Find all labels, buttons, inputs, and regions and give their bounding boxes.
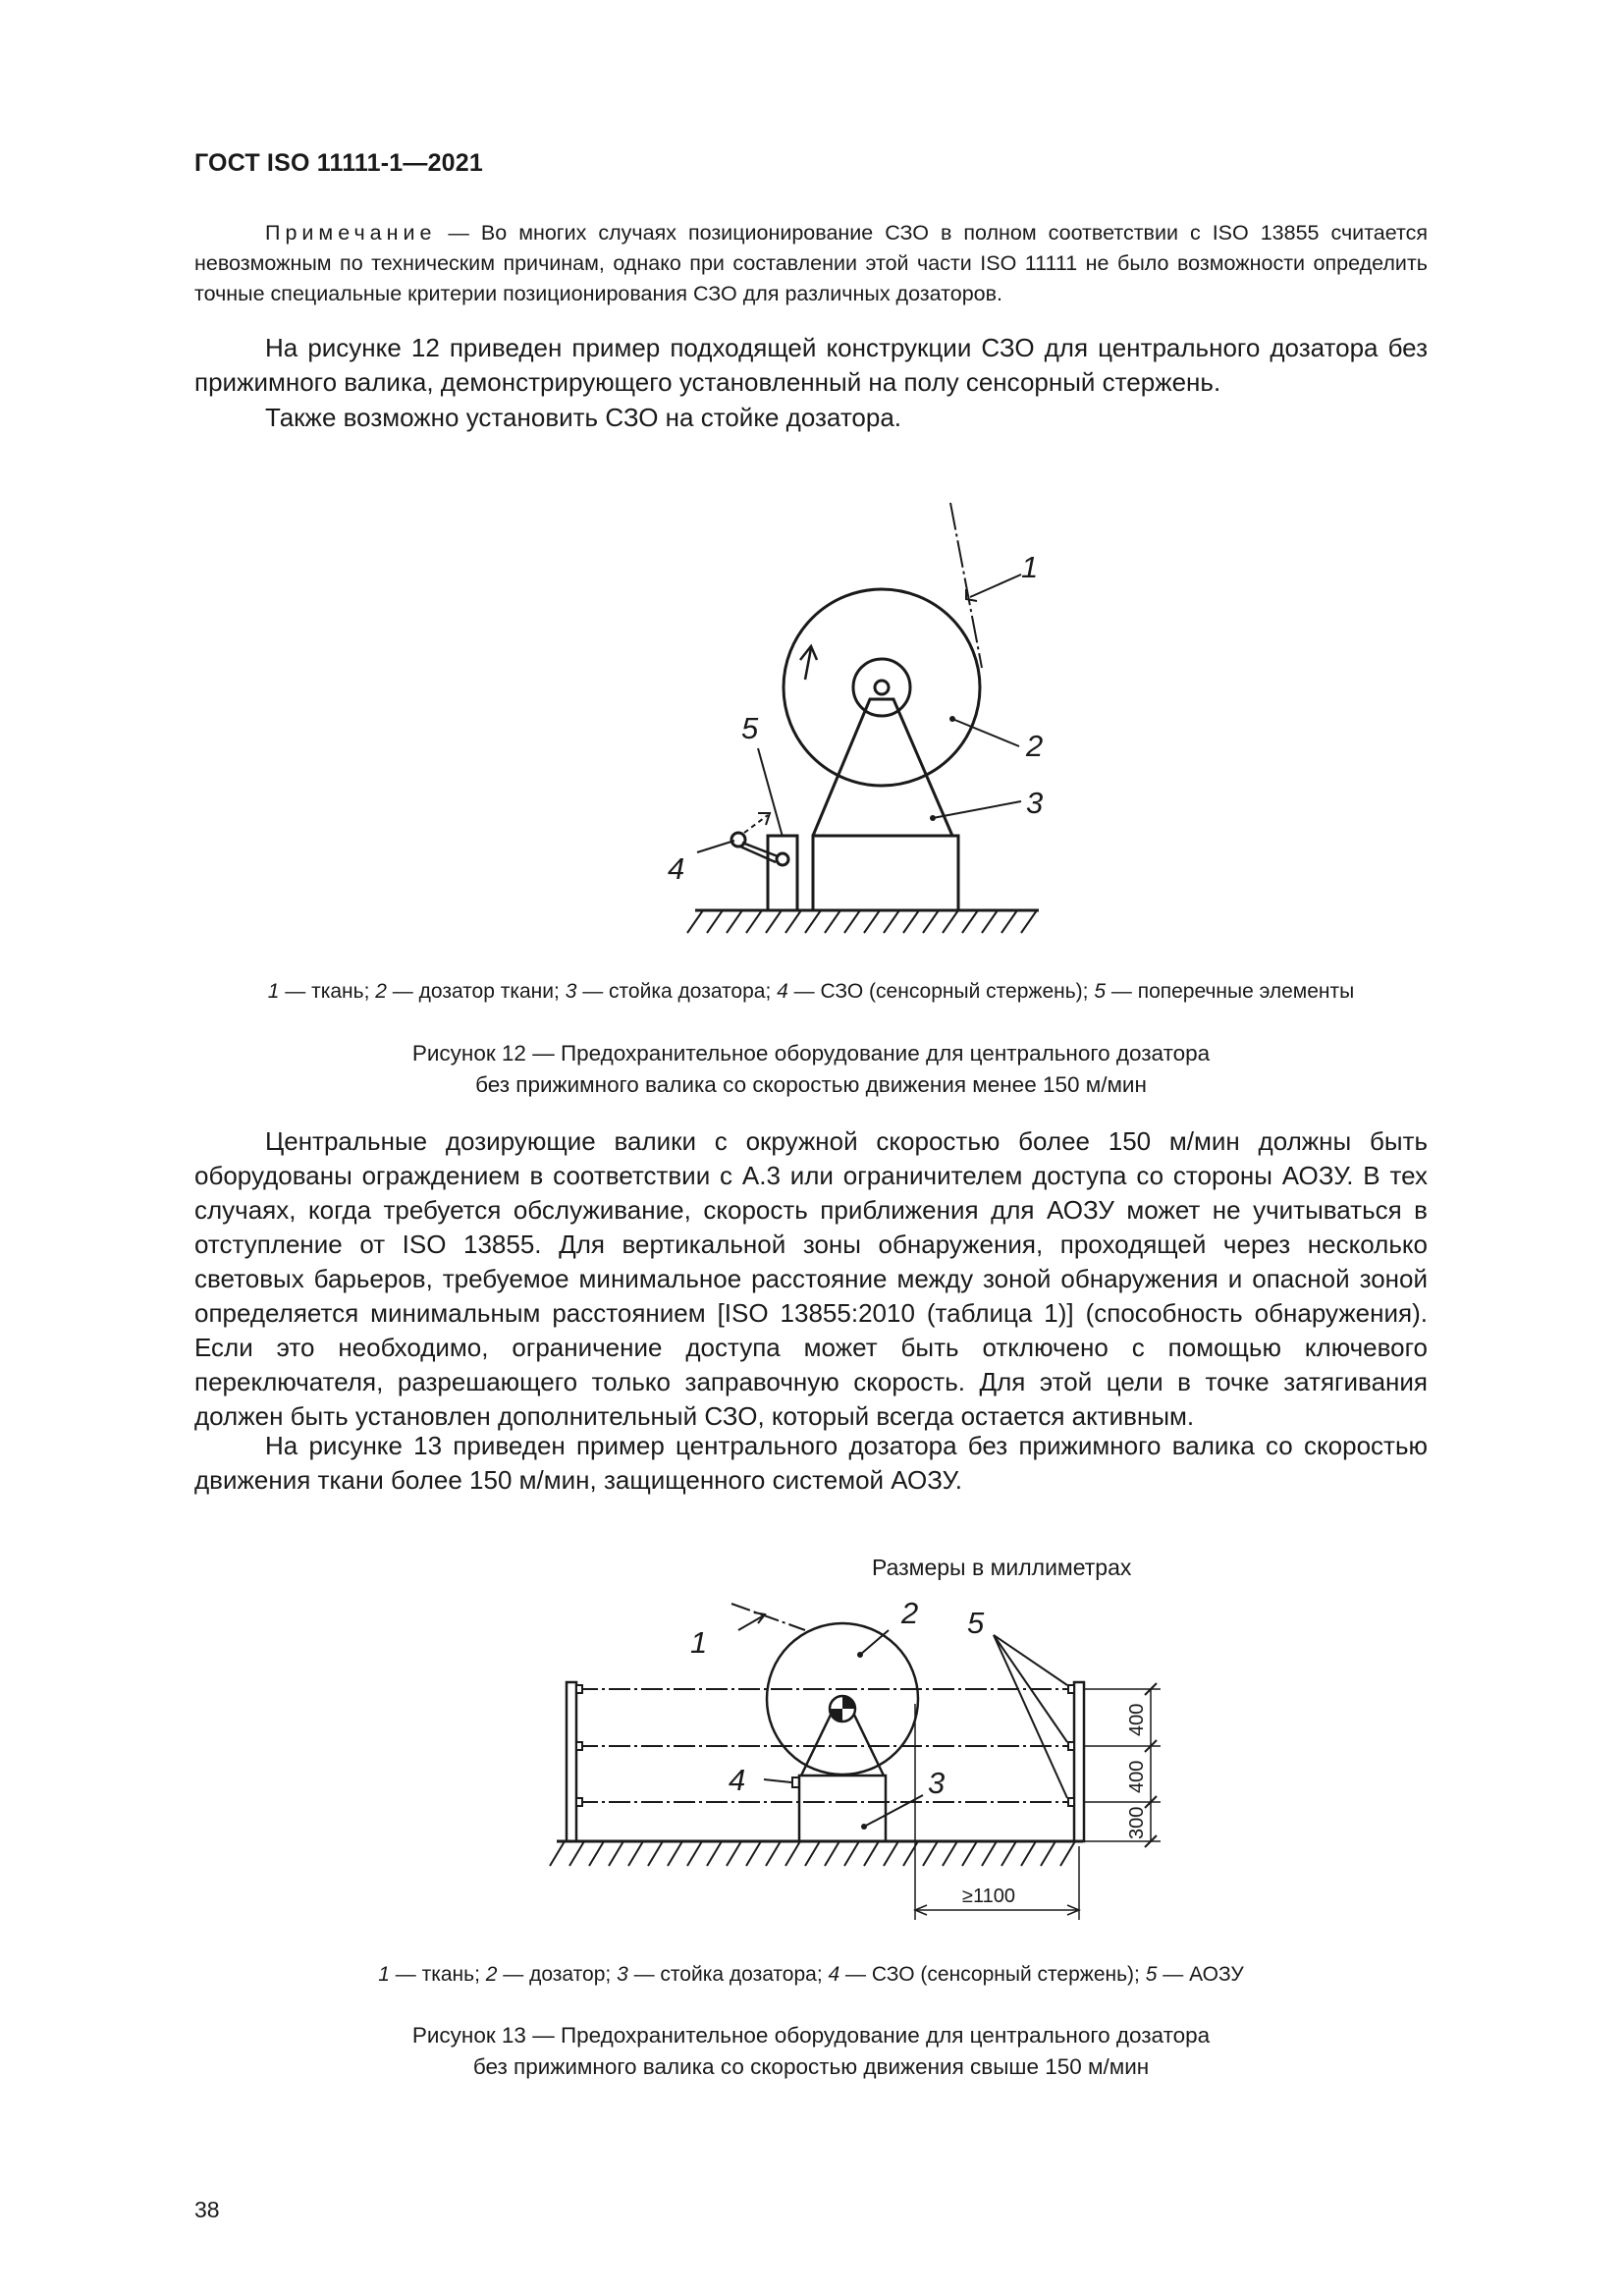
fig13-label-4: 4 <box>729 1763 746 1797</box>
fig13-ground-hatch <box>550 1841 1075 1866</box>
paragraph-1: На рисунке 12 приведен пример подходящей конструкции СЗО для центрального дозатора без прижимного валика, демонстрирующего установленный на полу сенсорный стержень. <box>194 333 1428 397</box>
figure-13-legend: 1 — ткань; 2 — дозатор; 3 — стойка дозатора; 4 — СЗО (сенсорный стержень); 5 — АОЗУ <box>378 1963 1244 1986</box>
fig13-label-1: 1 <box>690 1625 708 1660</box>
fig13-label-3: 3 <box>928 1766 946 1800</box>
fig13-dim-300: 300 <box>1126 1806 1148 1839</box>
fig13-dim-400-top: 400 <box>1126 1703 1148 1736</box>
fig13-label-5: 5 <box>967 1606 985 1640</box>
fig12-label-1: 1 <box>1021 550 1039 584</box>
fig13-centre-mark <box>830 1696 855 1722</box>
fig12-label-2: 2 <box>1026 729 1044 763</box>
fig13-leader-2 <box>860 1630 889 1655</box>
fig13-leader-3 <box>864 1795 923 1827</box>
fig12-label-3: 3 <box>1026 786 1044 820</box>
figure-13-title: Рисунок 13 — Предохранительное оборудование для центрального дозатора без прижимного валика со скоростью движения свыше 150 м/мин <box>411 2023 1211 2079</box>
document-header: ГОСТ ISO 11111-1—2021 <box>194 149 483 177</box>
fig13-label-2: 2 <box>901 1596 919 1630</box>
fig13-right-post <box>1074 1682 1084 1841</box>
paragraph-2: Также возможно установить СЗО на стойке дозатора. <box>265 403 902 432</box>
fig13-dim-1100-label: ≥1100 <box>962 1886 1015 1907</box>
paragraph-4: На рисунке 13 приведен пример центрального дозатора без прижимного валика со скоростью движения ткани более 150 м/мин, защищенного системой АОЗУ. <box>194 1431 1428 1495</box>
figure-12-legend: 1 — ткань; 2 — дозатор ткани; 3 — стойка дозатора; 4 — СЗО (сенсорный стержень); 5 — поперечные элементы <box>267 980 1355 1003</box>
fig13-light-barriers <box>576 1689 1074 1802</box>
fig12-label-4: 4 <box>668 851 685 886</box>
fig13-stand-base <box>799 1776 886 1841</box>
note-text: — Во многих случаях позиционирование СЗО в полном соответствии с ISO 13855 считается невозможным по техническим причинам, однако при составлении этой части ISO 11111 не было возможности определить точные специальные критерии позиционирования СЗО для различных дозаторов. <box>194 221 1428 305</box>
fig13-dim-400-mid: 400 <box>1126 1760 1148 1793</box>
page-number: 38 <box>194 2197 220 2222</box>
fig13-leader-4 <box>764 1779 791 1782</box>
fig12-label-5: 5 <box>741 711 759 745</box>
figure-12-title: Рисунок 12 — Предохранительное оборудование для центрального дозатора без прижимного валика со скоростью движения менее 150 м/мин <box>411 1041 1211 1097</box>
fig13-fabric-line <box>731 1604 805 1630</box>
paragraph-3: Центральные дозирующие валики с окружной скоростью более 150 м/мин должны быть оборудованы ограждением в соответствии с А.3 или ограничителем доступа со стороны АОЗУ. В тех случаях, когда требуется обслуживание, скорость приближения для АОЗУ может не учитываться в отступление от ISO 13855. Для вертикальной зоны обнаружения, проходящей через несколько световых барьеров, требуемое минимальное расстояние между зоной обнаружения и опасной зоной определяется минимальным расстоянием [ISO 13855:2010 (таблица 1)] (способность обнаружения). Если это необходимо, ограничение доступа может быть отключено с помощью ключевого переключателя, разрешающего только заправочную скорость. Для этой цели в точке затягивания должен быть установлен дополнительный СЗО, который всегда остается активным. <box>194 1126 1428 1431</box>
fig13-left-post <box>567 1682 576 1841</box>
figure-13-dimensions-note: Размеры в миллиметрах <box>872 1555 1132 1580</box>
fig13-leader-1 <box>738 1615 764 1630</box>
note-label: Примечание <box>265 221 437 245</box>
